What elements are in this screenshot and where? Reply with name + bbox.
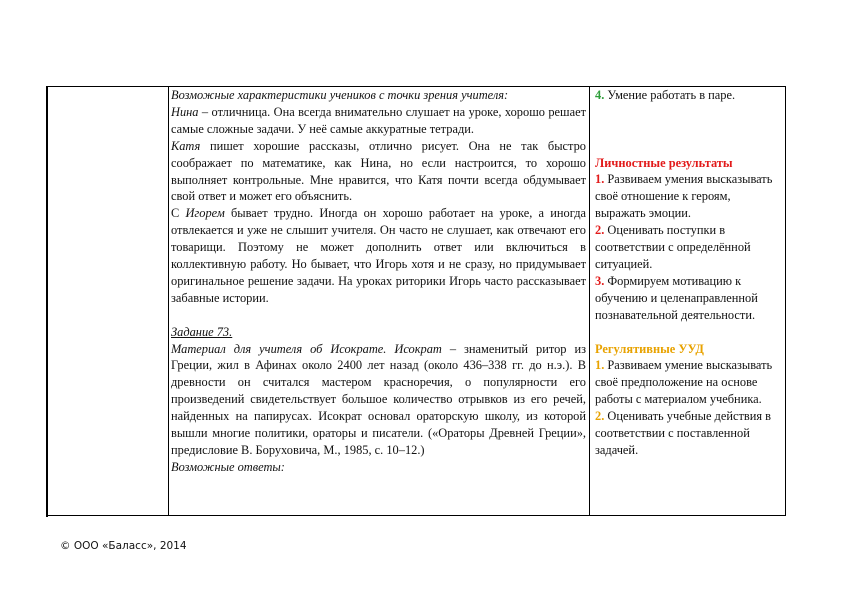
material-paragraph	[171, 341, 586, 459]
item-4-text: Умение работать в паре.	[604, 88, 736, 102]
personal-item-number: 2.	[595, 223, 605, 238]
regulatory-item-text: Оценивать учебные действия в соответствии с поставленной задачей.	[595, 409, 772, 457]
regulatory-title: Регулятивные УУД	[595, 341, 704, 356]
regulatory-item-number: 1.	[595, 358, 605, 373]
regulatory-item-1	[595, 357, 783, 408]
spacer	[595, 324, 783, 341]
spacer	[595, 104, 783, 121]
personal-item-number: 3.	[595, 273, 605, 288]
personal-item-3	[595, 273, 783, 324]
igor-text: бывает трудно. Иногда он хорошо работает на уроке, а иногда отвлекается и уже не слышит учителя. Он часто не слушает, как отвечают его товарищи. Поэтому не может дополнить ответ или включиться в коллективную работу. Но бывает, что Игорь хотя и не сразу, но придумывает оригинальное решение задачи. На уроках риторики Игорь часто рассказывает забавные истории.	[171, 206, 586, 305]
copyright-footer: © ООО «Баласс», 2014	[60, 540, 187, 552]
spacer	[595, 138, 783, 155]
item-4-number: 4.	[595, 88, 605, 102]
middle-column	[171, 87, 586, 476]
table-right-border	[785, 87, 786, 515]
spacer	[171, 307, 586, 324]
katya-paragraph	[171, 138, 586, 206]
material-text: – знаменитый ритор из Греции, жил в Афинах около 2400 лет назад (около 436–338 гг. до н.э.). В древности он считался мастером красноречия, о популярности его произведений свидетельствует большое количество отрывков из его речей, найденных на папирусах. Исократ основал ораторскую школу, из которой вышли многие политики, ораторы и писатели. («Ораторы Древней Греции», предисловие В. Боруховича, М., 1985, с. 10–12.)	[171, 341, 586, 458]
column-divider-2	[589, 87, 590, 515]
item-4	[595, 87, 783, 104]
regulatory-item-number: 2.	[595, 409, 605, 424]
regulatory-item-2	[595, 408, 783, 459]
regulatory-item-text: Развиваем умение высказывать своё предположение на основе работы с материалом учебника.	[595, 358, 773, 407]
nina-paragraph	[171, 104, 586, 138]
characteristics-heading: Возможные характеристики учеников с точки зрения учителя:	[171, 88, 509, 102]
katya-name: Катя	[171, 138, 201, 153]
personal-item-text: Оценивать поступки в соответствии с определённой ситуацией.	[595, 223, 751, 272]
answers-label: Возможные ответы:	[171, 459, 285, 474]
personal-item-text: Развиваем умения высказывать своё отношение к героям, выражать эмоции.	[595, 172, 773, 221]
material-intro: Материал для учителя об Исократе. Исократ	[171, 341, 442, 356]
nina-text: – отличница. Она всегда внимательно слушает на уроке, хорошо решает самые сложные задачи. У неё самые аккуратные тетради.	[171, 104, 586, 136]
task-label: Задание 73.	[171, 324, 233, 339]
lesson-table	[46, 86, 786, 516]
personal-item-number: 1.	[595, 172, 605, 187]
personal-item-2	[595, 222, 783, 273]
spacer	[595, 121, 783, 138]
nina-name: Нина	[171, 104, 199, 119]
table-left-border	[46, 87, 48, 517]
igor-paragraph	[171, 205, 586, 306]
personal-results-title: Личностные результаты	[595, 155, 733, 170]
igor-name: Игорем	[185, 206, 225, 221]
right-column	[595, 87, 783, 459]
personal-item-1	[595, 171, 783, 222]
katya-text: пишет хорошие рассказы, отлично рисует. Она не так быстро соображает по математике, как Нина, но если настроится, то хорошо выполняет контрольные. Мне нравится, что Катя почти всегда обдумывает свой ответ и может его объяснить.	[171, 138, 586, 204]
personal-item-text: Формируем мотивацию к обучению и целенаправленной познавательной деятельности.	[595, 273, 758, 322]
igor-prefix: С	[171, 206, 186, 221]
column-divider-1	[168, 87, 169, 515]
